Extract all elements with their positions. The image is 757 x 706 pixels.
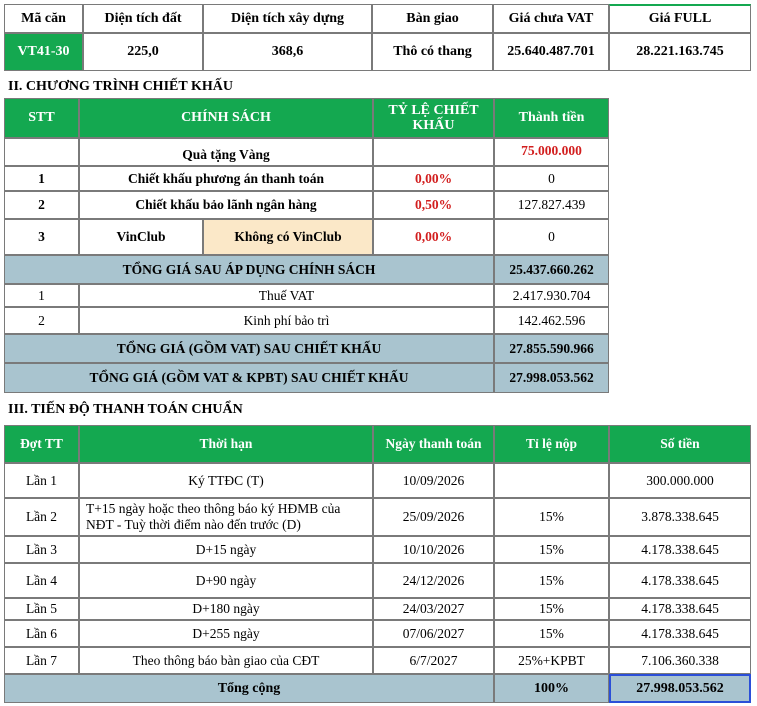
build-area-cell: 368,6 [203, 33, 372, 71]
payment-row-rate: 15% [494, 536, 609, 563]
payment-header-rate: Tỉ lệ nộp [494, 425, 609, 463]
payment-row-deadline: D+90 ngày [79, 563, 373, 598]
discount-row-rate: 0,50% [373, 191, 494, 219]
payment-section-title: III. TIẾN ĐỘ THANH TOÁN CHUẨN [8, 402, 243, 417]
land-area-cell: 225,0 [83, 33, 203, 71]
payment-row-phase: Lần 6 [4, 620, 79, 647]
payment-total-amount[interactable]: 27.998.053.562 [609, 674, 751, 703]
header-price-full: Giá FULL [609, 4, 751, 33]
payment-row-rate: 15% [494, 620, 609, 647]
payment-header-phase: Đợt TT [4, 425, 79, 463]
payment-row-rate: 25%+KPBT [494, 647, 609, 674]
discount-row-amount: 0 [494, 166, 609, 191]
payment-row-phase: Lần 5 [4, 598, 79, 620]
fee-stt: 2 [4, 307, 79, 334]
payment-row-deadline: T+15 ngày hoặc theo thông báo ký HĐMB của NĐT - Tuỳ thời điểm nào đến trước (D) [79, 498, 373, 536]
payment-row-amount: 4.178.338.645 [609, 536, 751, 563]
payment-row-deadline: Theo thông báo bàn giao của CĐT [79, 647, 373, 674]
fee-label-maintenance: Kinh phí bảo trì [79, 307, 494, 334]
payment-row-rate: 15% [494, 598, 609, 620]
payment-row-phase: Lần 4 [4, 563, 79, 598]
discount-section-title: II. CHƯƠNG TRÌNH CHIẾT KHẤU [8, 79, 233, 94]
total-with-vat-kpbt-label: TỔNG GIÁ (GỒM VAT & KPBT) SAU CHIẾT KHẤU [4, 363, 494, 393]
discount-row-policy: Chiết khấu phương án thanh toán [79, 166, 373, 191]
discount-header-amount: Thành tiền [494, 98, 609, 138]
payment-row-date: 24/03/2027 [373, 598, 494, 620]
payment-row-date: 10/10/2026 [373, 536, 494, 563]
payment-row-amount: 3.878.338.645 [609, 498, 751, 536]
handover-cell: Thô có thang [372, 33, 493, 71]
price-full-cell: 28.221.163.745 [609, 33, 751, 71]
discount-row-policy: Chiết khấu bảo lãnh ngân hàng [79, 191, 373, 219]
payment-row-date: 25/09/2026 [373, 498, 494, 536]
payment-header-deadline: Thời hạn [79, 425, 373, 463]
payment-total-rate: 100% [494, 674, 609, 703]
gift-stt-cell [4, 138, 79, 166]
total-after-policy-label: TỔNG GIÁ SAU ÁP DỤNG CHÍNH SÁCH [4, 255, 494, 284]
unit-code-cell: VT41-30 [4, 33, 83, 71]
payment-row-date: 10/09/2026 [373, 463, 494, 498]
discount-row-stt: 2 [4, 191, 79, 219]
payment-header-date: Ngày thanh toán [373, 425, 494, 463]
payment-row-amount: 4.178.338.645 [609, 620, 751, 647]
total-with-vat-kpbt-amount: 27.998.053.562 [494, 363, 609, 393]
vinclub-option-select[interactable]: Không có VinClub [203, 219, 373, 255]
vinclub-label: VinClub [79, 219, 203, 255]
payment-row-phase: Lần 1 [4, 463, 79, 498]
price-no-vat-cell: 25.640.487.701 [493, 33, 609, 71]
payment-row-phase: Lần 2 [4, 498, 79, 536]
total-with-vat-amount: 27.855.590.966 [494, 334, 609, 363]
header-unit-code: Mã căn [4, 4, 83, 33]
header-land-area: Diện tích đất [83, 4, 203, 33]
discount-row-stt: 1 [4, 166, 79, 191]
payment-row-deadline: D+255 ngày [79, 620, 373, 647]
payment-row-date: 07/06/2027 [373, 620, 494, 647]
fee-amount-vat: 2.417.930.704 [494, 284, 609, 307]
gift-label: Quà tặng Vàng [79, 138, 373, 166]
payment-row-rate: 15% [494, 563, 609, 598]
vinclub-stt: 3 [4, 219, 79, 255]
total-after-policy-amount: 25.437.660.262 [494, 255, 609, 284]
header-build-area: Diện tích xây dựng [203, 4, 372, 33]
discount-row-rate: 0,00% [373, 166, 494, 191]
fee-stt: 1 [4, 284, 79, 307]
discount-header-stt: STT [4, 98, 79, 138]
payment-header-amount: Số tiền [609, 425, 751, 463]
payment-row-amount: 4.178.338.645 [609, 598, 751, 620]
vinclub-rate: 0,00% [373, 219, 494, 255]
payment-row-deadline: Ký TTĐC (T) [79, 463, 373, 498]
payment-row-rate: 15% [494, 498, 609, 536]
total-with-vat-label: TỔNG GIÁ (GỒM VAT) SAU CHIẾT KHẤU [4, 334, 494, 363]
header-handover: Bàn giao [372, 4, 493, 33]
header-price-no-vat: Giá chưa VAT [493, 4, 609, 33]
fee-label-vat: Thuế VAT [79, 284, 494, 307]
payment-row-amount: 4.178.338.645 [609, 563, 751, 598]
discount-header-rate: TỶ LỆ CHIẾT KHẤU [373, 98, 494, 138]
gift-amount: 75.000.000 [494, 138, 609, 166]
payment-row-amount: 300.000.000 [609, 463, 751, 498]
payment-row-phase: Lần 3 [4, 536, 79, 563]
fee-amount-maintenance: 142.462.596 [494, 307, 609, 334]
payment-row-phase: Lần 7 [4, 647, 79, 674]
payment-row-amount: 7.106.360.338 [609, 647, 751, 674]
payment-total-label: Tổng cộng [4, 674, 494, 703]
gift-rate-cell [373, 138, 494, 166]
payment-row-deadline: D+15 ngày [79, 536, 373, 563]
discount-header-policy: CHÍNH SÁCH [79, 98, 373, 138]
payment-row-rate [494, 463, 609, 498]
vinclub-amount: 0 [494, 219, 609, 255]
payment-row-deadline: D+180 ngày [79, 598, 373, 620]
discount-row-amount: 127.827.439 [494, 191, 609, 219]
payment-row-date: 6/7/2027 [373, 647, 494, 674]
payment-row-date: 24/12/2026 [373, 563, 494, 598]
